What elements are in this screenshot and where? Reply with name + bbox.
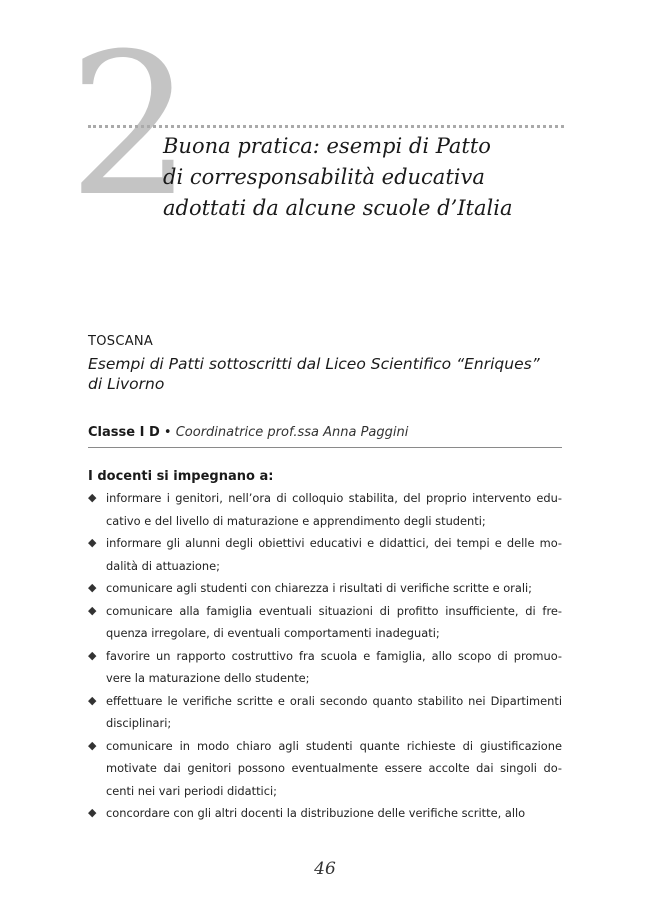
list-item-line: comunicare in modo chiaro agli studenti quante richieste di giustificazione xyxy=(106,738,562,753)
list-item-line: disciplinari; xyxy=(106,716,172,730)
list-item xyxy=(88,577,562,600)
diamond-bullet-icon: ◆ xyxy=(88,648,97,662)
list-item-line: comunicare agli studenti con chiarezza i risultati di verifiche scritte e orali; xyxy=(106,581,533,595)
section-title xyxy=(88,354,568,394)
diamond-bullet-icon: ◆ xyxy=(88,491,97,504)
region-label: TOSCANA xyxy=(88,334,154,349)
list-item-line: centi nei vari periodi didattici; xyxy=(106,783,277,798)
list-item-line: favorire un rapporto costruttivo fra scuola e famiglia, allo scopo di promuo- xyxy=(106,648,562,663)
chapter-title-line: Buona pratica: esempi di Patto xyxy=(163,134,491,158)
list-item-line: concordare con gli altri docenti la distribuzione delle verifiche scritte, allo xyxy=(106,806,526,820)
chapter-title-line: adottati da alcune scuole d’Italia xyxy=(163,196,513,220)
list-item-line: effettuare le verifiche scritte e orali secondo quanto stabilito nei Dipartimenti xyxy=(106,693,562,708)
list-item-line: dalità di attuazione; xyxy=(106,558,220,573)
chapter-title-line: di corresponsabilità educativa xyxy=(163,165,485,189)
diamond-bullet-icon: ◆ xyxy=(88,738,97,752)
chapter-number: 2 xyxy=(68,12,193,240)
list-item xyxy=(88,690,562,735)
list-item-line: motivate dai genitori possono eventualmente essere accolte dai singoli do- xyxy=(106,761,562,775)
chapter-title xyxy=(163,131,563,224)
diamond-bullet-icon: ◆ xyxy=(88,806,97,819)
section-divider xyxy=(88,447,562,448)
list-item xyxy=(88,802,562,825)
section-title-line: Esempi di Patti sottoscritti dal Liceo Scientifico “Enriques” xyxy=(88,355,540,373)
list-item-line: quenza irregolare, di eventuali comportamenti inadeguati; xyxy=(106,626,440,640)
diamond-bullet-icon: ◆ xyxy=(88,536,97,549)
diamond-bullet-icon: ◆ xyxy=(88,581,97,594)
page-number: 46 xyxy=(314,859,336,879)
list-item-line: cativo e del livello di maturazione e apprendimento degli studenti; xyxy=(106,513,486,528)
commitments-list xyxy=(88,487,562,825)
class-info xyxy=(88,424,562,442)
coordinator-name: Coordinatrice prof.ssa Anna Paggini xyxy=(175,425,409,440)
dotted-divider xyxy=(88,125,564,128)
list-heading: I docenti si impegnano a: xyxy=(88,469,274,484)
separator-dot: • xyxy=(163,425,172,440)
diamond-bullet-icon: ◆ xyxy=(88,603,97,617)
list-item xyxy=(88,600,562,645)
section-title-line: di Livorno xyxy=(88,375,165,393)
class-label: Classe I D xyxy=(88,425,160,440)
list-item xyxy=(88,735,562,803)
list-item-line: comunicare alla famiglia eventuali situazioni di profitto insufficiente, di fre- xyxy=(106,603,562,618)
diamond-bullet-icon: ◆ xyxy=(88,693,97,707)
list-item xyxy=(88,487,562,532)
list-item-line: informare i genitori, nell’ora di colloquio stabilita, del proprio intervento edu- xyxy=(106,491,562,505)
list-item-line: informare gli alunni degli obiettivi educativi e didattici, dei tempi e delle mo- xyxy=(106,536,562,550)
list-item xyxy=(88,532,562,577)
list-item xyxy=(88,645,562,690)
list-item-line: vere la maturazione dello studente; xyxy=(106,671,310,685)
